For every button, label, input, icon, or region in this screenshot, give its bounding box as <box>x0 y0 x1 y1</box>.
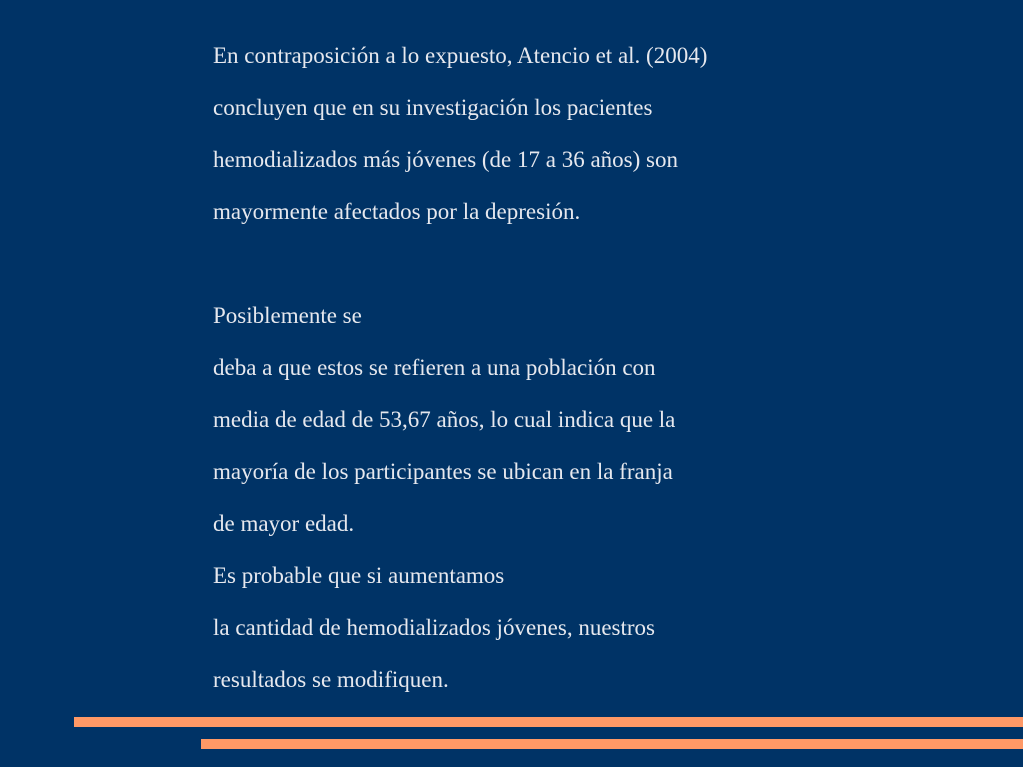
paragraph2-line6: Es probable que si aumentamos <box>213 563 505 588</box>
paragraph2-line2: deba a que estos se refieren a una población con <box>213 355 656 380</box>
slide-text-body <box>213 30 913 706</box>
paragraph2-line5: de mayor edad. <box>213 511 355 536</box>
paragraph1-line1: En contraposición a lo expuesto, Atencio et al. (2004) <box>213 43 708 68</box>
paragraph2-line7: la cantidad de hemodializados jóvenes, nuestros <box>213 615 655 640</box>
paragraph1-line4: mayormente afectados por la depresión. <box>213 199 581 224</box>
paragraph2-line8: resultados se modifiquen. <box>213 667 449 692</box>
paragraph2-line4: mayoría de los participantes se ubican en la franja <box>213 459 673 484</box>
decorative-rule-bottom <box>201 739 1023 749</box>
paragraph2-line3: media de edad de 53,67 años, lo cual indica que la <box>213 407 676 432</box>
paragraph1-line2: concluyen que en su investigación los pacientes <box>213 95 653 120</box>
paragraph2-line1: Posiblemente se <box>213 303 362 328</box>
paragraph1-line3: hemodializados más jóvenes (de 17 a 36 años) son <box>213 147 678 172</box>
paragraph-spacer <box>213 238 913 290</box>
decorative-rule-top <box>74 717 1023 727</box>
